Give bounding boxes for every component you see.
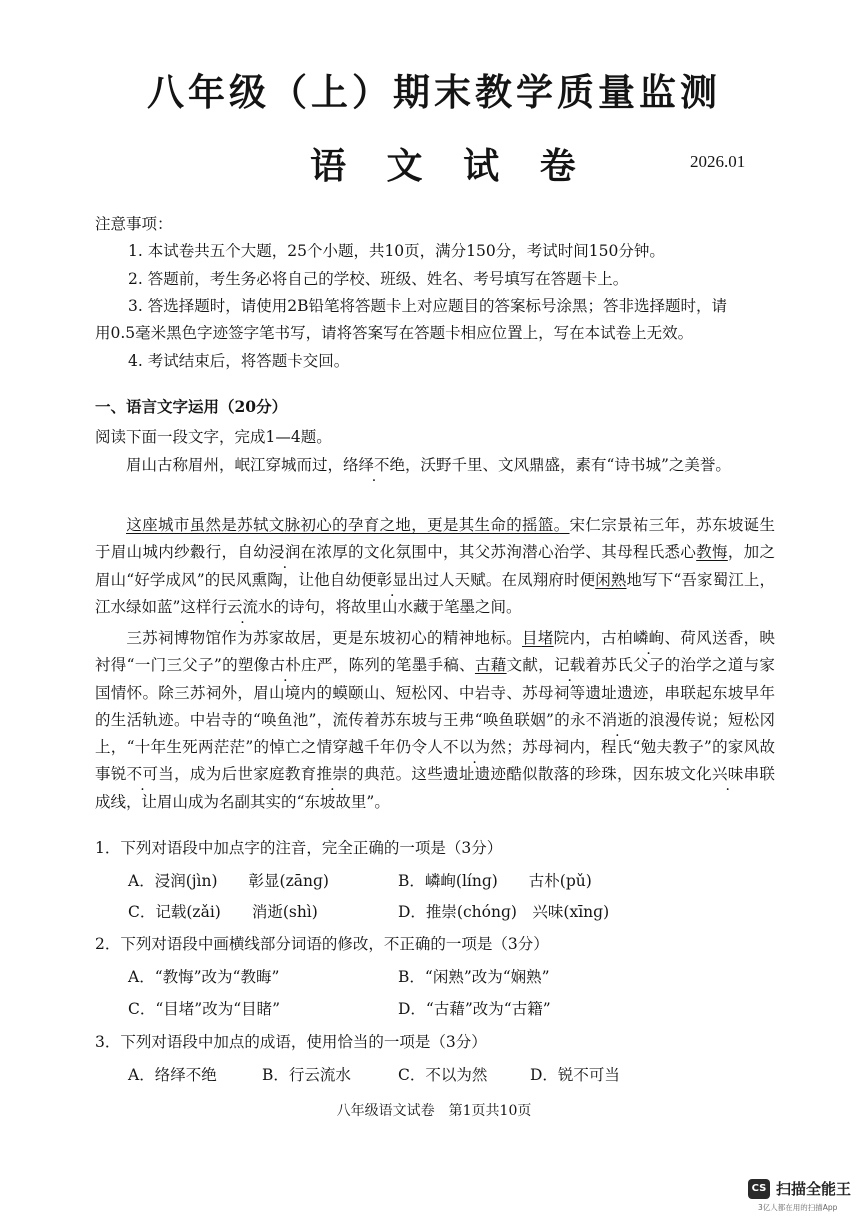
q1-option-a[interactable]: A．浸润(jìn) 彰显(zānɡ) <box>128 872 329 890</box>
q2-option-b[interactable]: B．“闲熟”改为“娴熟” <box>398 968 550 986</box>
q1-option-c[interactable]: C．记载(zǎi) 消逝(shì) <box>128 903 318 921</box>
q3-option-a[interactable]: A．络绎不绝 <box>128 1066 217 1084</box>
passage-paragraph-3: 三苏祠博物馆作为苏家故居，更是东坡初心的精神地标。目堵院内，古柏嶙峋、荷风送香，映衬得“一门三父子”的塑像古朴庄严，陈列的笔墨手稿、古藉文献，记载着苏氏父子的治学之道与家国情怀。除三苏祠外，眉山境内的蟆颐山、短松冈、中岩寺、苏母祠等遗址遗迹，串联起东坡早年的生活轨迹。中岩寺的“唤鱼池”，流传着苏东坡与王弗“唤鱼联姻”的永不消逝的浪漫传说；短松冈上，“十年生死两茫茫”的悼亡之情穿越千年仍令人不以为然；苏母祠内，程氏“勉夫教子”的家风故事锐不可当，成为后世家庭教育推崇的典范。这些遗址遗迹酷似散落的珍珠，因东坡文化兴味串联成线，让眉山成为名副其实的“东坡故里”。 <box>95 629 775 811</box>
passage-paragraph-1: 眉山古称眉州，岷江穿城而过，络绎不绝，沃野千里、文风鼎盛，素有“诗书城”之美誉。 <box>126 456 731 474</box>
scanner-logo-icon: CS <box>748 1179 770 1199</box>
question-2-stem: 2．下列对语段中画横线部分词语的修改，不正确的一项是（3分） <box>95 935 549 953</box>
exam-subject: 语 文 试 卷 <box>310 145 590 187</box>
note-item-3: 3. 答选择题时，请使用2B铅笔将答题卡上对应题目的答案标号涂黑；答非选择题时，请 <box>128 297 727 315</box>
note-item-1: 1. 本试卷共五个大题，25个小题，共10页，满分150分，考试时间150分钟。 <box>128 242 665 260</box>
watermark-name: 扫描全能王 <box>776 1180 852 1198</box>
note-item-4: 4. 考试结束后，将答题卡交回。 <box>128 352 350 370</box>
watermark-slogan: 3亿人都在用的扫描App <box>758 1203 838 1212</box>
page-footer: 八年级语文试卷 第1页共10页 <box>336 1103 532 1119</box>
question-3-stem: 3．下列对语段中加点的成语，使用恰当的一项是（3分） <box>95 1033 487 1051</box>
note-item-3-cont: 用0.5毫米黑色字迹签字笔书写，请将答案写在答题卡相应位置上，写在本试卷上无效。 <box>95 324 694 342</box>
underlined-sentence: 这座城市虽然是苏轼文脉初心的孕育之地，更是其生命的摇篮。 <box>126 516 570 534</box>
section-instruction: 阅读下面一段文字，完成1—4题。 <box>95 428 332 446</box>
q3-option-b[interactable]: B．行云流水 <box>262 1066 351 1084</box>
notes-heading: 注意事项： <box>95 215 173 233</box>
q3-option-d[interactable]: D．锐不可当 <box>530 1066 620 1084</box>
q3-option-c[interactable]: C．不以为然 <box>398 1066 488 1084</box>
note-item-2: 2. 答题前，考生务必将自己的学校、班级、姓名、考号填写在答题卡上。 <box>128 270 629 288</box>
q2-option-c[interactable]: C．“目堵”改为“目睹” <box>128 1000 281 1018</box>
question-1-stem: 1．下列对语段中加点字的注音，完全正确的一项是（3分） <box>95 839 503 857</box>
q1-option-b[interactable]: B．嶙峋(línɡ) 古朴(pǔ) <box>398 872 592 890</box>
dotted-word: 络绎不绝 <box>343 456 406 474</box>
passage-paragraph-2: 这座城市虽然是苏轼文脉初心的孕育之地，更是其生命的摇篮。宋仁宗景祐三年，苏东坡诞生于眉山城内纱縠行，自幼浸润在浓厚的文化氛围中，其父苏洵潜心治学、其母程氏悉心教悔，加之眉山“好学成风”的民风熏陶，让他自幼便彰显出过人天赋。在凤翔府时便闲熟地写下“吾家蜀江上，江水绿如蓝”这样行云流水的诗句，将故里山水藏于笔墨之间。 <box>95 516 775 616</box>
page-title: 八年级（上）期末教学质量监测 <box>147 70 721 114</box>
exam-date: 2026.01 <box>690 152 746 171</box>
q2-option-d[interactable]: D．“古藉”改为“古籍” <box>398 1000 551 1018</box>
q1-option-d[interactable]: D．推崇(chónɡ) 兴味(xīnɡ) <box>398 903 610 921</box>
section-heading: 一、语言文字运用（20分） <box>95 397 288 416</box>
q2-option-a[interactable]: A．“教悔”改为“教晦” <box>128 968 280 986</box>
